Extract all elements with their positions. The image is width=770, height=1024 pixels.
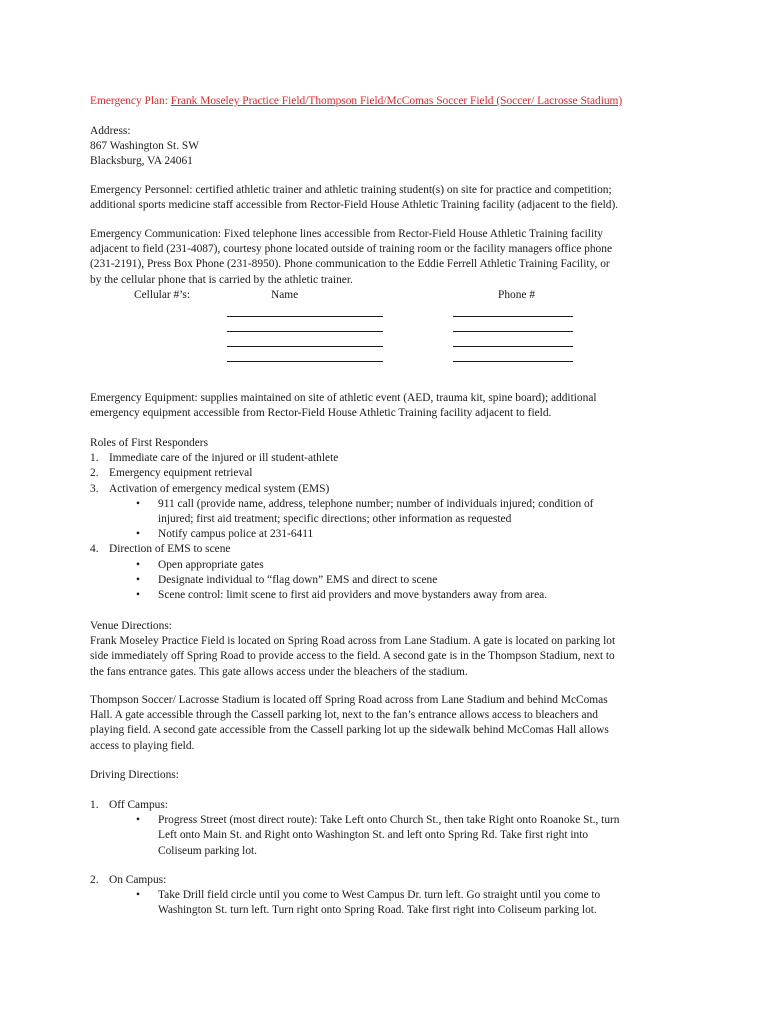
bullet-item [90,888,690,903]
bullet-item [90,497,690,512]
list-text: Emergency equipment retrieval [109,467,253,480]
list-text: Activation of emergency medical system (EMS) [109,482,330,495]
bullet-text: Open appropriate gates [158,558,264,571]
list-number: 2. [90,467,99,480]
venue-line: playing field. A second gate accessible from the Cassell parking lot up the sidewalk behind McComas Hall allows [90,724,609,737]
bullet-continuation: Washington St. turn left. Turn right onto Spring Road. Take first right into Coliseum parking lot. [158,904,597,917]
title-venue-link[interactable]: Frank Moseley Practice Field/Thompson Field/McComas Soccer Field (Soccer/ Lacrosse Stadium) [170,95,623,107]
venue-line: Frank Moseley Practice Field is located on Spring Road across from Lane Stadium. A gate is located on parking lot [90,635,616,648]
bullet-item [90,558,690,573]
communication-line: by the cellular phone that is carried by the athletic trainer. [90,273,353,286]
bullet-item [90,588,690,603]
bullet-icon: • [136,558,140,571]
personnel-line: additional sports medicine staff accessible from Rector-Field House Athletic Training facility (adjacent to the field). [90,199,619,212]
cellular-label: Cellular #’s: [134,289,190,301]
bullet-text: Designate individual to “flag down” EMS and direct to scene [158,573,438,586]
list-item [90,451,690,466]
list-number: 3. [90,482,99,495]
name-column-header: Name [271,289,299,301]
bullet-continuation: Left onto Main St. and Right onto Washington St. and left onto Spring Rd. Take first right into [158,829,589,842]
personnel-line: Emergency Personnel: certified athletic trainer and athletic training student(s) on site for practice and competition; [90,184,612,196]
list-number: 1. [90,452,99,465]
name-blank-line[interactable] [227,346,383,347]
list-text: Direction of EMS to scene [109,543,231,556]
venue-line: the fans entrance gates. This gate allows access under the bleachers of the stadium. [90,665,468,678]
roles-section [90,436,690,603]
list-text: Immediate care of the injured or ill student-athlete [109,452,339,465]
personnel-section [90,183,690,213]
name-blank-line[interactable] [227,361,383,362]
bullet-continuation: Coliseum parking lot. [158,844,258,857]
list-item [90,466,690,481]
list-number: 2. [90,874,99,886]
bullet-icon: • [136,889,140,902]
name-blank-line[interactable] [227,331,383,332]
venue-line: side immediately off Spring Road to provide access to the field. A second gate is in the Thompson Stadium, next to [90,650,615,663]
name-blank-line[interactable] [227,316,383,317]
bullet-icon: • [136,814,140,827]
venue-line: Hall. A gate accessible through the Cassell parking lot, next to the fan’s entrance allows access to bleachers and [90,709,598,722]
communication-section [90,227,690,288]
bullet-icon: • [136,573,140,586]
communication-line: adjacent to field (231-4087), courtesy phone located outside of training room or the facility managers office phone [90,243,613,256]
communication-line: (231-2191), Press Box Phone (231-8950). Phone communication to the Eddie Ferrell Athletic Training Facility, or [90,258,610,271]
on-campus-section [90,873,690,919]
venue-section [90,619,690,680]
phone-blank-line[interactable] [453,331,573,332]
address-heading: Address: [90,125,131,137]
bullet-text: Progress Street (most direct route): Take Left onto Church St., then take Right onto Roanoke St., turn [158,814,620,827]
list-text: Off Campus: [109,799,168,811]
list-number: 1. [90,799,99,811]
list-item [90,798,690,813]
address-street: 867 Washington St. SW [90,140,199,153]
equipment-line: emergency equipment accessible from Rector-Field House Athletic Training facility adjacent to field. [90,407,552,420]
phone-column-header: Phone # [498,289,536,301]
phone-blank-line[interactable] [453,346,573,347]
address-section [90,124,690,170]
bullet-item [90,573,690,588]
venue-line: access to playing field. [90,739,195,752]
list-item [90,542,690,557]
bullet-icon: • [136,589,140,602]
list-item [90,873,690,888]
driving-heading: Driving Directions: [90,769,179,781]
venue-line: Thompson Soccer/ Lacrosse Stadium is located off Spring Road across from Lane Stadium and behind McComas [90,694,608,706]
bullet-text: Take Drill field circle until you come to West Campus Dr. turn left. Go straight until you come to [158,889,601,902]
address-city: Blacksburg, VA 24061 [90,155,193,168]
off-campus-section [90,798,690,859]
venue-heading: Venue Directions: [90,620,172,632]
stadium-paragraph [90,693,690,754]
bullet-icon: • [136,497,140,510]
title-label: Emergency Plan: [90,95,171,107]
phone-blank-line[interactable] [453,316,573,317]
bullet-item [90,813,690,828]
list-text: On Campus: [109,874,167,886]
bullet-continuation: injured; first aid treatment; specific directions; other information as requested [158,513,512,526]
page-title [90,94,690,109]
bullet-icon: • [136,528,140,541]
roles-heading: Roles of First Responders [90,437,209,449]
list-item [90,482,690,497]
list-number: 4. [90,543,99,556]
equipment-section [90,391,690,421]
equipment-line: Emergency Equipment: supplies maintained on site of athletic event (AED, trauma kit, spine board); additional [90,392,597,404]
bullet-text: Scene control: limit scene to first aid providers and move bystanders away from area. [158,589,548,602]
bullet-text: Notify campus police at 231-6411 [158,528,314,541]
communication-line: Emergency Communication: Fixed telephone lines accessible from Rector-Field House Athletic Training facility [90,228,603,240]
bullet-item [90,527,690,542]
bullet-text: 911 call (provide name, address, telephone number; number of individuals injured; condition of [158,497,594,510]
phone-blank-line[interactable] [453,361,573,362]
